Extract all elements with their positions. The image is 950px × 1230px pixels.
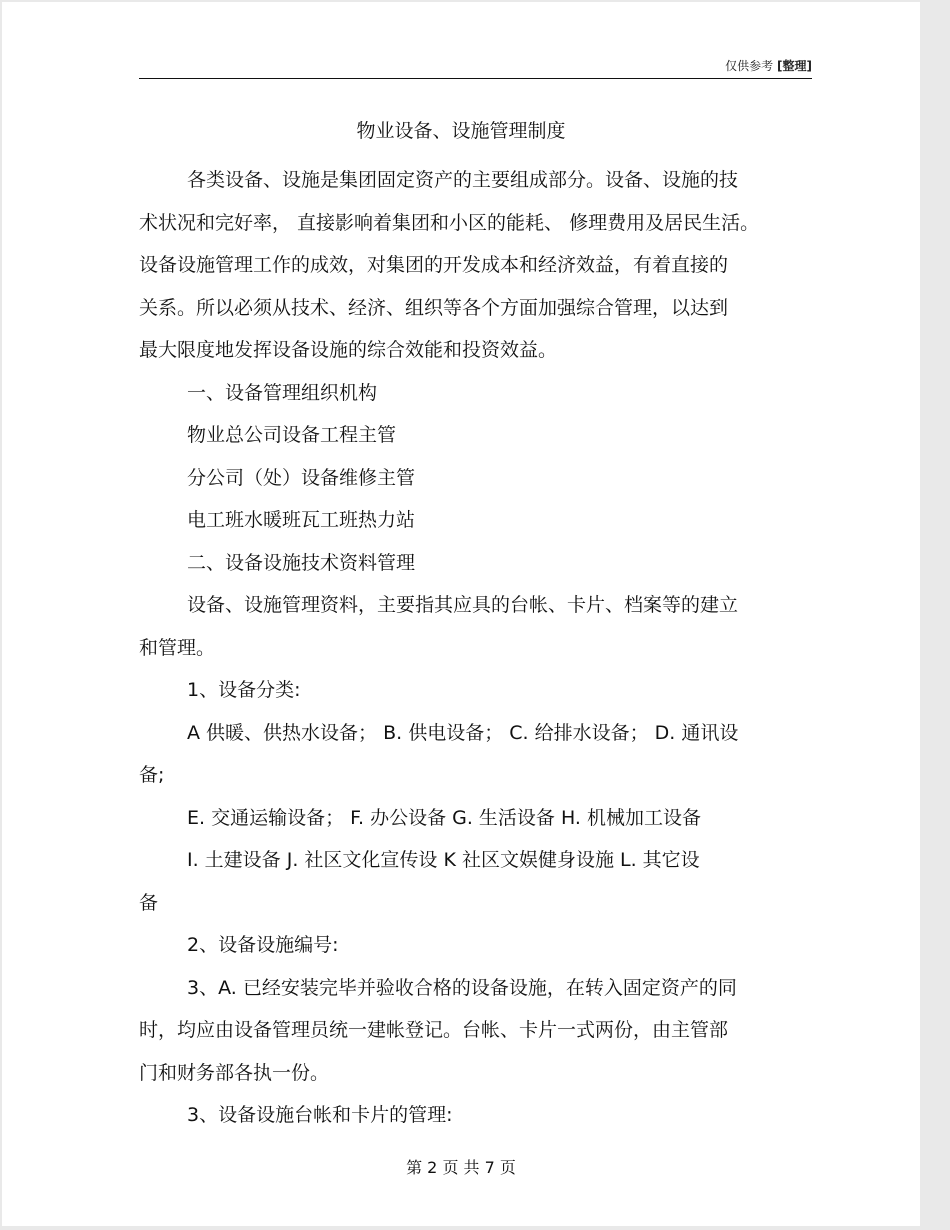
body-line: E. 交通运输设备； F. 办公设备 G. 生活设备 H. 机械加工设备 [187,806,701,829]
body-line: 二、设备设施技术资料管理 [187,551,416,574]
body-line: 2、设备设施编号: [187,934,339,956]
body-line: 和管理。 [139,636,216,659]
body-line: I. 土建设备 J. 社区文化宣传设 K 社区文娱健身设施 L. 其它设 [187,849,700,871]
page-number-footer: 第 2 页 共 7 页 [406,1158,516,1177]
header-note [725,58,812,74]
body-line: 术状况和完好率， 直接影响着集团和小区的能耗、 修理费用及居民生活。 [139,211,760,234]
header-note-text: 仅供参考 [725,59,774,73]
document-page [2,2,920,1226]
body-line: 设备、设施管理资料，主要指其应具的台帐、卡片、档案等的建立 [187,594,739,616]
body-line: 一、设备管理组织机构 [187,381,378,404]
body-line: 分公司（处）设备维修主管 [187,466,416,489]
document-title: 物业设备、设施管理制度 [356,120,566,142]
header-bracket-label: [整理] [777,59,812,73]
body-line: 关系。所以必须从技术、经济、组织等各个方面加强综合管理，以达到 [139,296,729,319]
body-line: 备 [139,891,159,914]
body-line: A 供暖、供热水设备； B. 供电设备； C. 给排水设备； D. 通讯设 [187,721,739,744]
body-line: 时，均应由设备管理员统一建帐登记。台帐、卡片一式两份，由主管部 [139,1019,729,1041]
header-divider [139,78,812,79]
body-line: 最大限度地发挥设备设施的综合效能和投资效益。 [139,339,558,361]
body-line: 门和财务部各执一份。 [139,1061,330,1084]
body-line: 电工班水暖班瓦工班热力站 [187,509,416,531]
body-line: 各类设备、设施是集团固定资产的主要组成部分。设备、设施的技 [187,169,739,191]
document-body [139,159,819,1137]
body-line: 备; [139,764,165,786]
body-line: 3、设备设施台帐和卡片的管理: [187,1104,453,1126]
body-line: 设备设施管理工作的成效，对集团的开发成本和经济效益，有着直接的 [139,254,729,276]
body-line: 物业总公司设备工程主管 [187,424,397,446]
body-line: 1、设备分类: [187,679,301,701]
body-line: 3、A. 已经安装完毕并验收合格的设备设施，在转入固定资产的同 [187,976,737,999]
